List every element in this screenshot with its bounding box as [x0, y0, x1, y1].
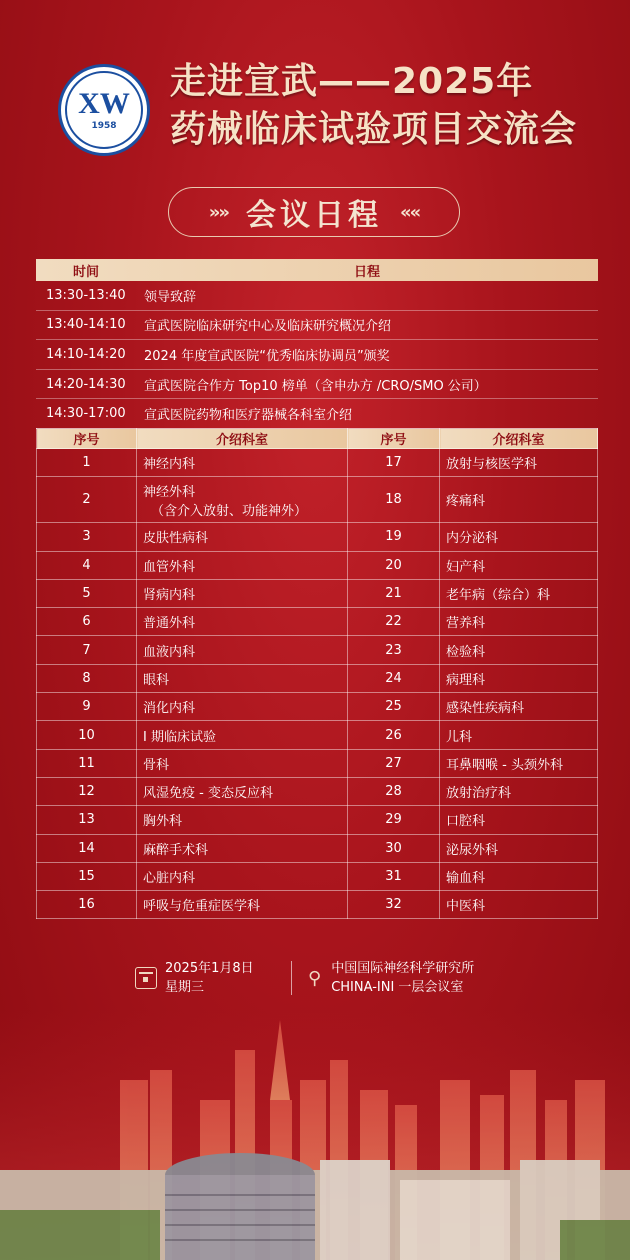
department-table [36, 428, 598, 919]
department-row [37, 636, 598, 664]
department-number: 29 [348, 806, 440, 834]
department-cell [137, 608, 348, 636]
department-cell [137, 579, 348, 607]
logo-mark-icon: XW [78, 87, 130, 120]
department-name: 检验科 [440, 636, 598, 664]
department-number: 3 [37, 523, 137, 551]
department-name: 疼痛科 [440, 477, 598, 523]
schedule-rows [36, 281, 598, 429]
location-pin-icon: ⚲ [308, 967, 322, 989]
schedule-banner-label: 会议日程 [246, 198, 382, 233]
header-dept-right: 介绍科室 [440, 429, 598, 449]
department-cell [137, 749, 348, 777]
schedule-header-time: 时间 [72, 264, 99, 280]
department-number: 28 [348, 777, 440, 805]
department-name: 胸外科 [143, 814, 183, 830]
department-number: 30 [348, 834, 440, 862]
department-name: 神经外科 [143, 484, 196, 500]
department-name: 肾病内科 [143, 588, 196, 604]
department-row [37, 608, 598, 636]
department-row [37, 551, 598, 579]
location-line-2: CHINA-INI 一层会议室 [331, 980, 464, 995]
department-number: 14 [37, 834, 137, 862]
department-cell [137, 664, 348, 692]
schedule-time: 13:40-14:10 [46, 317, 126, 333]
schedule-time: 14:30-17:00 [46, 406, 126, 422]
department-name: 放射与核医学科 [440, 449, 598, 477]
department-row [37, 834, 598, 862]
department-row [37, 891, 598, 919]
schedule-time: 14:10-14:20 [46, 346, 126, 362]
department-name: 皮肤性病科 [143, 531, 209, 547]
department-name: 泌尿外科 [440, 834, 598, 862]
department-row [37, 579, 598, 607]
schedule-row [36, 370, 598, 400]
department-number: 10 [37, 721, 137, 749]
department-number: 21 [348, 579, 440, 607]
department-cell [137, 806, 348, 834]
calendar-icon [135, 967, 157, 989]
schedule-item: 宣武医院药物和医疗器械各科室介绍 [144, 408, 353, 424]
department-number: 31 [348, 862, 440, 890]
department-name: 老年病（综合）科 [440, 579, 598, 607]
department-cell [137, 777, 348, 805]
department-name: 放射治疗科 [440, 777, 598, 805]
department-number: 22 [348, 608, 440, 636]
title-line-1: 走进宣武——2025年 [170, 61, 534, 102]
department-row [37, 523, 598, 551]
department-row [37, 664, 598, 692]
department-cell [137, 551, 348, 579]
department-name: 感染性疾病科 [440, 693, 598, 721]
event-info [135, 958, 555, 998]
header-no-right: 序号 [348, 429, 440, 449]
event-title [170, 58, 610, 154]
hospital-logo [58, 64, 150, 156]
department-cell [137, 449, 348, 477]
department-number: 23 [348, 636, 440, 664]
event-date: 2025年1月8日 [165, 961, 254, 976]
department-cell [137, 636, 348, 664]
department-cell [137, 834, 348, 862]
department-name: 中医科 [440, 891, 598, 919]
department-number: 7 [37, 636, 137, 664]
department-number: 32 [348, 891, 440, 919]
schedule-item: 宣武医院合作方 Top10 榜单（含申办方 /CRO/SMO 公司） [144, 378, 487, 394]
department-number: 12 [37, 777, 137, 805]
department-name: 骨科 [143, 757, 170, 773]
logo-year: 1958 [91, 121, 117, 131]
department-row [37, 806, 598, 834]
department-number: 9 [37, 693, 137, 721]
department-header-row [37, 429, 598, 449]
title-line-2: 药械临床试验项目交流会 [170, 109, 578, 150]
department-name: 心脏内科 [143, 871, 196, 886]
department-number: 2 [37, 477, 137, 523]
schedule-header-schedule: 日程 [353, 264, 380, 280]
department-row [37, 749, 598, 777]
department-cell [137, 693, 348, 721]
department-row [37, 693, 598, 721]
department-number: 13 [37, 806, 137, 834]
department-number: 20 [348, 551, 440, 579]
department-number: 8 [37, 664, 137, 692]
location-block [331, 959, 555, 997]
department-number: 24 [348, 664, 440, 692]
department-name: 血液内科 [143, 644, 196, 660]
schedule-item: 领导致辞 [144, 289, 197, 305]
department-cell [137, 721, 348, 749]
department-number: 26 [348, 721, 440, 749]
schedule-row [36, 399, 598, 429]
department-name: I 期临床试验 [143, 729, 216, 745]
department-cell [137, 477, 348, 523]
event-weekday: 星期三 [165, 980, 205, 995]
department-row [37, 449, 598, 477]
department-row [37, 721, 598, 749]
department-number: 17 [348, 449, 440, 477]
department-name: 儿科 [440, 721, 598, 749]
department-name: 麻醉手术科 [143, 842, 209, 858]
department-row [37, 777, 598, 805]
department-number: 25 [348, 693, 440, 721]
department-name: 妇产科 [440, 551, 598, 579]
schedule-time: 13:30-13:40 [46, 287, 126, 303]
department-cell [137, 891, 348, 919]
department-name: 口腔科 [440, 806, 598, 834]
department-body [37, 449, 598, 919]
schedule-row [36, 281, 598, 311]
department-number: 6 [37, 608, 137, 636]
department-row [37, 477, 598, 523]
department-name: 耳鼻咽喉 - 头颈外科 [440, 749, 598, 777]
department-number: 5 [37, 579, 137, 607]
department-name: 输血科 [440, 862, 598, 890]
department-name: 病理科 [440, 664, 598, 692]
department-name: 普通外科 [143, 616, 196, 632]
schedule-row [36, 340, 598, 370]
department-number: 27 [348, 749, 440, 777]
department-number: 1 [37, 449, 137, 477]
department-number: 18 [348, 477, 440, 523]
department-cell [137, 862, 348, 890]
location-line-1: 中国国际神经科学研究所 [331, 961, 475, 976]
date-block [165, 959, 285, 997]
logo-ring [65, 71, 143, 149]
schedule-item: 2024 年度宣武医院“优秀临床协调员”颁奖 [144, 348, 390, 364]
department-name: 眼科 [143, 672, 170, 688]
footer-divider [291, 961, 292, 995]
department-name: 神经内科 [143, 457, 196, 473]
arrows-right-icon: «« [400, 201, 420, 223]
department-cell [137, 523, 348, 551]
department-number: 15 [37, 862, 137, 890]
department-name: 内分泌科 [440, 523, 598, 551]
department-name: 呼吸与危重症医学科 [143, 899, 261, 915]
schedule-banner [168, 187, 460, 237]
city-skyline-image [0, 1010, 630, 1260]
header-no-left: 序号 [37, 429, 137, 449]
department-row [37, 862, 598, 890]
department-name: 血管外科 [143, 559, 196, 575]
department-name: 消化内科 [143, 701, 196, 717]
arrows-left-icon: »» [208, 201, 228, 223]
department-number: 4 [37, 551, 137, 579]
department-number: 11 [37, 749, 137, 777]
department-name: 营养科 [440, 608, 598, 636]
department-name: 风湿免疫 - 变态反应科 [143, 786, 273, 802]
schedule-item: 宣武医院临床研究中心及临床研究概况介绍 [144, 319, 392, 335]
department-number: 16 [37, 891, 137, 919]
department-number: 19 [348, 523, 440, 551]
department-name-note: （含介入放射、功能神外） [151, 503, 308, 519]
schedule-header [36, 259, 598, 281]
header-dept-left: 介绍科室 [137, 429, 348, 449]
schedule-row [36, 311, 598, 341]
schedule-time: 14:20-14:30 [46, 376, 126, 392]
